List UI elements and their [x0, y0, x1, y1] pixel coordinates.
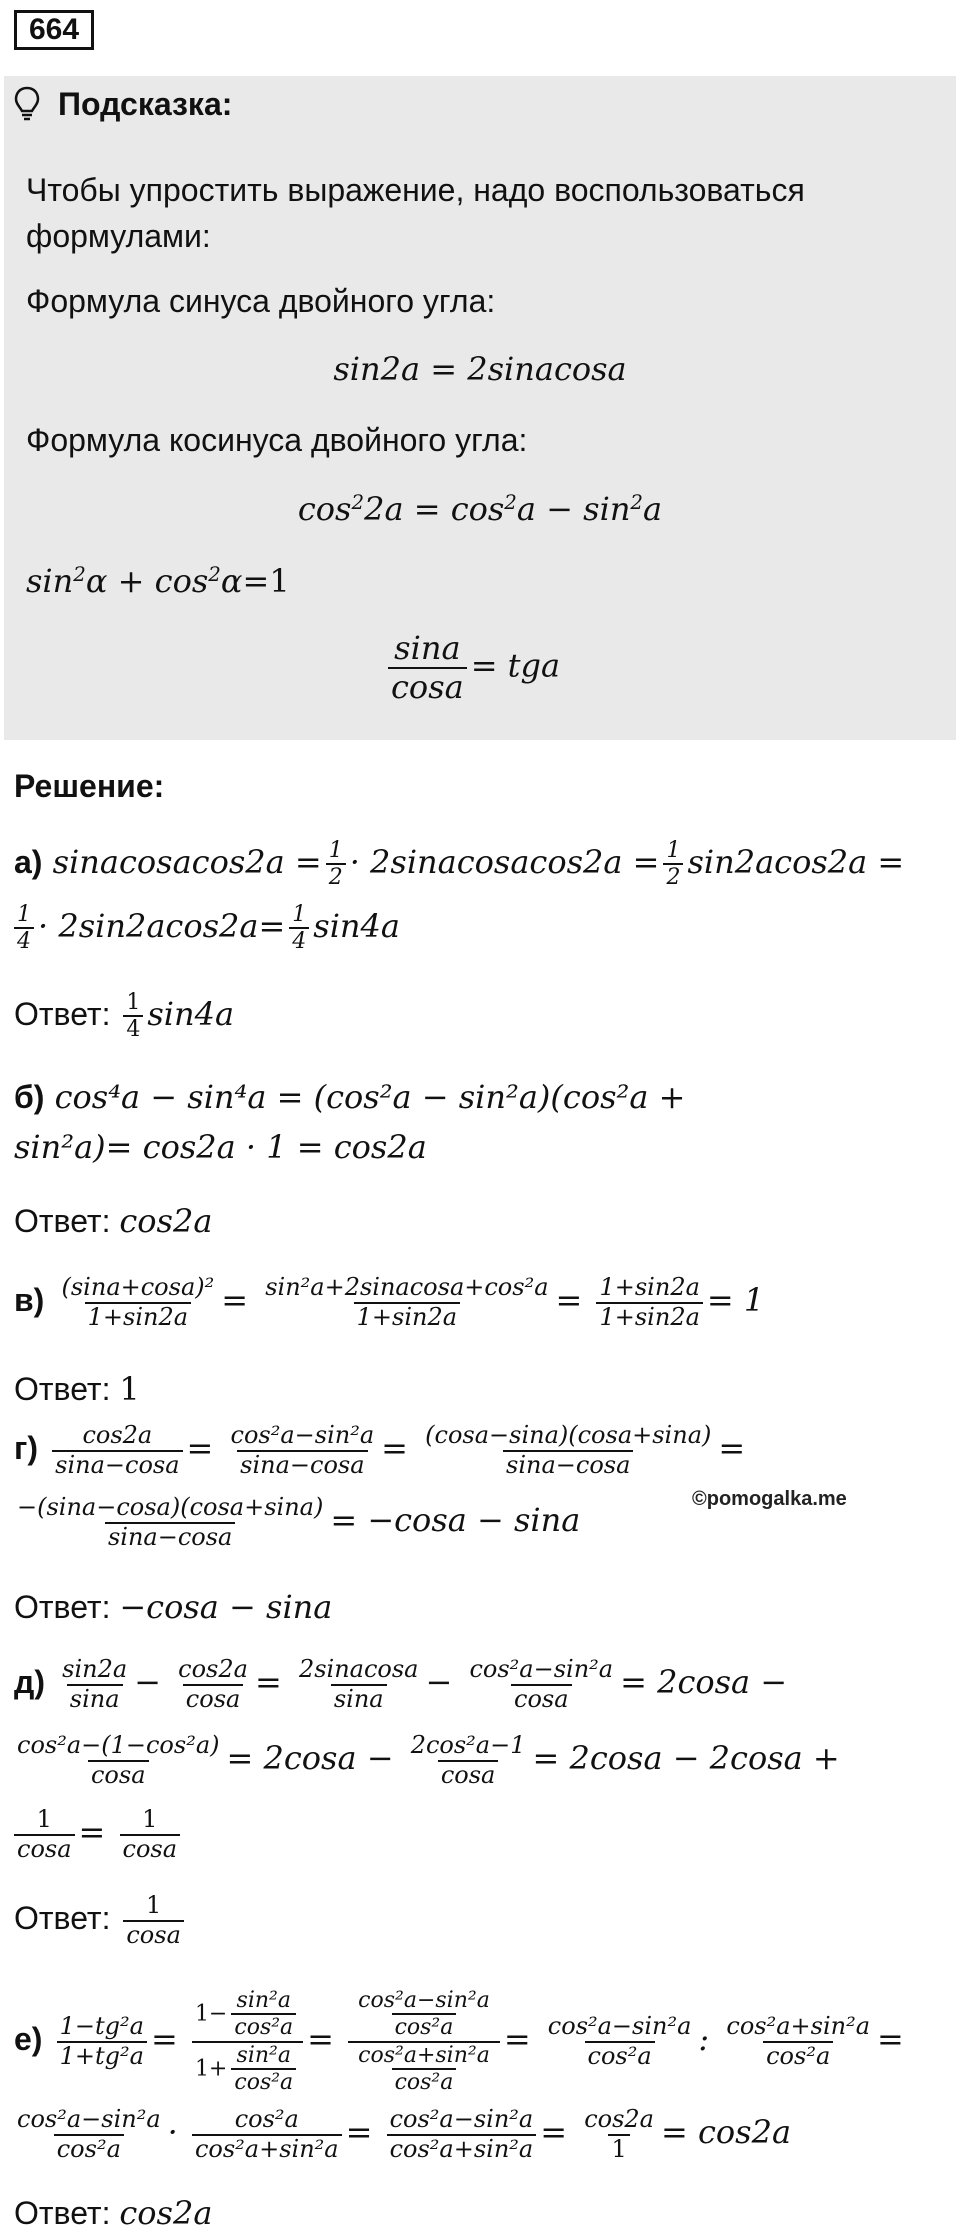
part-d-line-2: $\frac{\text{cos²a−(1−cos²a)}}{\cos a}$ = 2cosa − $\frac{\text{2cos²a−1}}{\cos a}$ = 2cosa − 2cosa +: [17, 1731, 840, 1789]
part-a-line-2: $\frac{1}{4}$ · 2sin2acos2a= $\frac{1}{4}$ sin4a: [14, 902, 400, 955]
hint-text-line-1: Чтобы упростить выражение, надо воспользоваться: [26, 172, 805, 208]
part-b-line-2: sin²a)= cos2a · 1 = cos2a: [14, 1128, 427, 1166]
part-g-line-1: г) $\frac{\cos 2a}{\sin a-\cos a}$ = $\frac{\text{cos²a−sin²a}}{\sin a-\cos a}$ = $\frac{(\cos a-\sin a)(\cos a+\sin a)}{\sin a-\cos a}$ =: [14, 1421, 746, 1479]
part-b-answer: Ответ: cos2a: [14, 1202, 213, 1240]
hint-text-line-2: формулами:: [26, 218, 211, 254]
problem-number: 664: [14, 10, 94, 50]
sin-double-angle-caption: Формула синуса двойного угла:: [26, 283, 496, 319]
tangent-formula: $\frac{\sin a}{\cos a}$ = tga: [384, 630, 560, 706]
part-v-answer: Ответ: 1: [14, 1370, 140, 1408]
part-g-line-2: $\frac{-(\sin a-\cos a)(\cos a+\sin a)}{\sin a-\cos a}$ = −cosa − sina: [17, 1493, 581, 1551]
part-d-line-1: д) $\frac{\sin 2a}{\sin a}$ − $\frac{\cos 2a}{\cos a}$ = $\frac{\text{2sinacosa}}{\sin a}$ − $\frac{\text{cos²a−sin²a}}{\cos a}$ = 2cosa −: [14, 1655, 788, 1713]
part-d-line-3: $\frac{1}{\cos a}$ = $\frac{1}{\cos a}$: [14, 1806, 184, 1863]
part-e-line-1: е) $\frac{\text{1−tg²a}}{\text{1+tg²a}}$ = 1− $\frac{\text{sin²a}}{\text{cos²a}}$ 1+ $\frac{\text{sin²a}}{\text{cos²a}}$ = $\frac{\frac{\text{cos²a−sin²a}}{\text{cos²a}}}{\frac{\text{cos²a+sin²a}}{\text{cos²a}}}$ = $\frac{\text{cos²a−sin²a}}{\text{cos²a}}$ : $\frac{\text{cos²a+sin²a}}{\text{cos²a}}$ =: [14, 1988, 904, 2095]
hint-title: Подсказка:: [58, 86, 233, 122]
sin-double-angle-formula: sin2a = 2sinacosa: [333, 350, 627, 388]
solution-title: Решение:: [14, 768, 165, 804]
pythagorean-identity: $\sin^2\alpha + \cos^2\alpha=1$: [26, 562, 290, 600]
part-v-expression: в) $\frac{\text{(sina+cosa)²}}{1+\sin 2a}$ = $\frac{\text{sin²a+2sinacosa+cos²a}}{1+\sin 2a}$ = $\frac{1+\sin 2a}{1+\sin 2a}$ = 1: [14, 1273, 765, 1331]
watermark: ©pomogalka.me: [692, 1488, 847, 1510]
part-g-answer: Ответ: −cosa − sina: [14, 1588, 333, 1626]
part-b-line-1: б) cos⁴a − sin⁴a = (cos²a − sin²a)(cos²a +: [14, 1078, 686, 1116]
part-e-line-2: $\frac{\text{cos²a−sin²a}}{\text{cos²a}}$ · $\frac{\text{cos²a}}{\text{cos²a+sin²a}}$ = $\frac{\text{cos²a−sin²a}}{\text{cos²a+sin²a}}$ = $\frac{\cos 2a}{1}$ = cos2a: [17, 2105, 792, 2163]
part-e-answer: Ответ: cos2a: [14, 2194, 213, 2232]
part-d-answer: Ответ: $\frac{1}{\cos a}$: [14, 1892, 188, 1949]
cos-double-angle-caption: Формула косинуса двойного угла:: [26, 422, 528, 458]
part-a-line-1: а) sinacosacos2a = $\frac{1}{2}$ · 2sinacosacos2a = $\frac{1}{2}$ sin2acos2a =: [14, 838, 905, 891]
lightbulb-icon: [14, 86, 40, 122]
cos-double-angle-formula: $\cos^22a = \cos^2a - \sin^2a$: [297, 490, 663, 528]
part-a-answer: Ответ: $\frac{1}{4}$ sin4a: [14, 990, 235, 1043]
